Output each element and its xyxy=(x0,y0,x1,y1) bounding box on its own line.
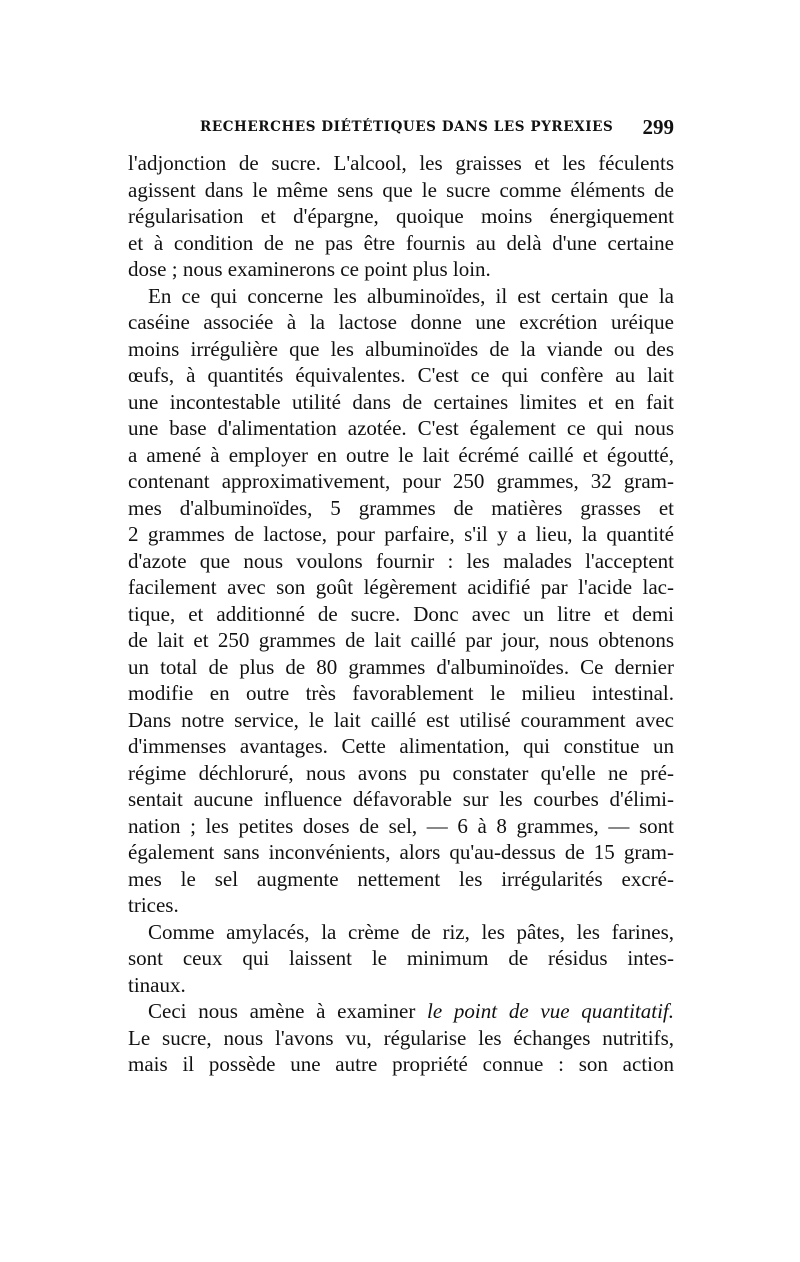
text-line xyxy=(128,627,674,654)
text-line xyxy=(128,203,674,230)
text-line xyxy=(128,680,674,707)
text-line-content: un total de plus de 80 grammes d'albuminoïdes. Ce dernier xyxy=(128,654,674,679)
text-line-content: une incontestable utilité dans de certaines limites et en fait xyxy=(128,389,674,414)
text-line xyxy=(128,256,674,283)
text-line xyxy=(128,415,674,442)
text-line xyxy=(128,150,674,177)
text-line xyxy=(128,707,674,734)
text-line-content: caséine associée à la lactose donne une excrétion uréique xyxy=(128,310,674,334)
text-line-content: nation ; les petites doses de sel, — 6 à 8 grammes, — sont xyxy=(128,813,674,838)
text-line xyxy=(128,548,674,575)
text-line-content: Dans notre service, le lait caillé est utilisé couramment avec xyxy=(128,707,674,732)
text-line xyxy=(128,892,674,919)
text-line xyxy=(128,495,674,522)
page-header xyxy=(200,115,674,141)
text-line-content: facilement avec son goût légèrement acidifié par l'acide lac- xyxy=(128,575,674,599)
text-line-content: tinaux. xyxy=(128,972,186,997)
text-line xyxy=(128,866,674,893)
text-line-content: Ceci nous amène à examiner xyxy=(148,999,428,1023)
text-line xyxy=(128,972,674,999)
text-line xyxy=(128,839,674,866)
text-line-content: tique, et additionné de sucre. Donc avec un litre et demi xyxy=(128,601,674,626)
text-line-content: 2 grammes de lactose, pour parfaire, s'il y a lieu, la quantité xyxy=(128,522,674,546)
text-line-content: En ce qui concerne les albuminoïdes, il est certain que la xyxy=(148,283,674,308)
text-line-content: moins irrégulière que les albuminoïdes de la viande ou des xyxy=(128,336,674,361)
text-line xyxy=(128,283,674,310)
text-line-content: également sans inconvénients, alors qu'au-dessus de 15 gram- xyxy=(128,840,674,864)
text-line-content: l'adjonction de sucre. L'alcool, les graisses et les féculents xyxy=(128,151,674,175)
text-line-content: sentait aucune influence défavorable sur les courbes d'élimi- xyxy=(128,787,674,811)
text-line-content: et à condition de ne pas être fournis au delà d'une certaine xyxy=(128,230,674,255)
text-line-content: Le sucre, nous l'avons vu, régularise les échanges nutritifs, xyxy=(128,1025,674,1050)
text-line-content: modifie en outre très favorablement le milieu intestinal. xyxy=(128,681,674,705)
text-line xyxy=(128,998,674,1025)
text-line xyxy=(128,733,674,760)
text-line-content: contenant approximativement, pour 250 grammes, 32 gram- xyxy=(128,469,674,493)
text-line-content: sont ceux qui laissent le minimum de résidus intes- xyxy=(128,946,674,970)
text-line-content: régularisation et d'épargne, quoique moins énergiquement xyxy=(128,204,674,228)
text-line-content: agissent dans le même sens que le sucre comme éléments de xyxy=(128,177,674,202)
text-line-content: dose ; nous examinerons ce point plus loin. xyxy=(128,257,491,281)
text-line xyxy=(128,230,674,257)
text-line-content: une base d'alimentation azotée. C'est également ce qui nous xyxy=(128,416,674,440)
running-head: RECHERCHES DIÉTÉTIQUES DANS LES PYREXIES xyxy=(200,119,614,135)
text-line-content: trices. xyxy=(128,893,179,917)
text-line xyxy=(128,177,674,204)
emphasized-text: le point de vue quantitatif. xyxy=(427,999,674,1023)
text-line-content: œufs, à quantités équivalentes. C'est ce qui confère au lait xyxy=(128,363,674,387)
text-line xyxy=(128,786,674,813)
text-line-content: mes d'albuminoïdes, 5 grammes de matières grasses et xyxy=(128,495,674,520)
text-line xyxy=(128,336,674,363)
text-line xyxy=(128,574,674,601)
text-line xyxy=(128,654,674,681)
text-line xyxy=(128,1025,674,1052)
text-line-content: a amené à employer en outre le lait écrémé caillé et égoutté, xyxy=(128,442,674,467)
body-text xyxy=(128,150,674,1078)
text-line xyxy=(128,309,674,336)
page-number: 299 xyxy=(642,115,674,139)
text-line-content: mais il possède une autre propriété connue : son action xyxy=(128,1052,674,1076)
text-line-content: mes le sel augmente nettement les irrégularités excré- xyxy=(128,866,674,891)
text-line xyxy=(128,601,674,628)
text-line xyxy=(128,362,674,389)
text-line xyxy=(128,521,674,548)
text-line xyxy=(128,813,674,840)
text-line xyxy=(128,919,674,946)
text-line xyxy=(128,1051,674,1078)
text-line xyxy=(128,389,674,416)
text-line xyxy=(128,468,674,495)
text-line xyxy=(128,442,674,469)
text-line xyxy=(128,760,674,787)
text-line-content: régime déchloruré, nous avons pu constater qu'elle ne pré- xyxy=(128,760,674,785)
text-line xyxy=(128,945,674,972)
text-line-content: Comme amylacés, la crème de riz, les pâtes, les farines, xyxy=(148,919,674,944)
text-line-content: de lait et 250 grammes de lait caillé par jour, nous obtenons xyxy=(128,628,674,652)
text-line-content: d'azote que nous voulons fournir : les malades l'acceptent xyxy=(128,548,674,573)
text-line-content: d'immenses avantages. Cette alimentation, qui constitue un xyxy=(128,734,674,758)
